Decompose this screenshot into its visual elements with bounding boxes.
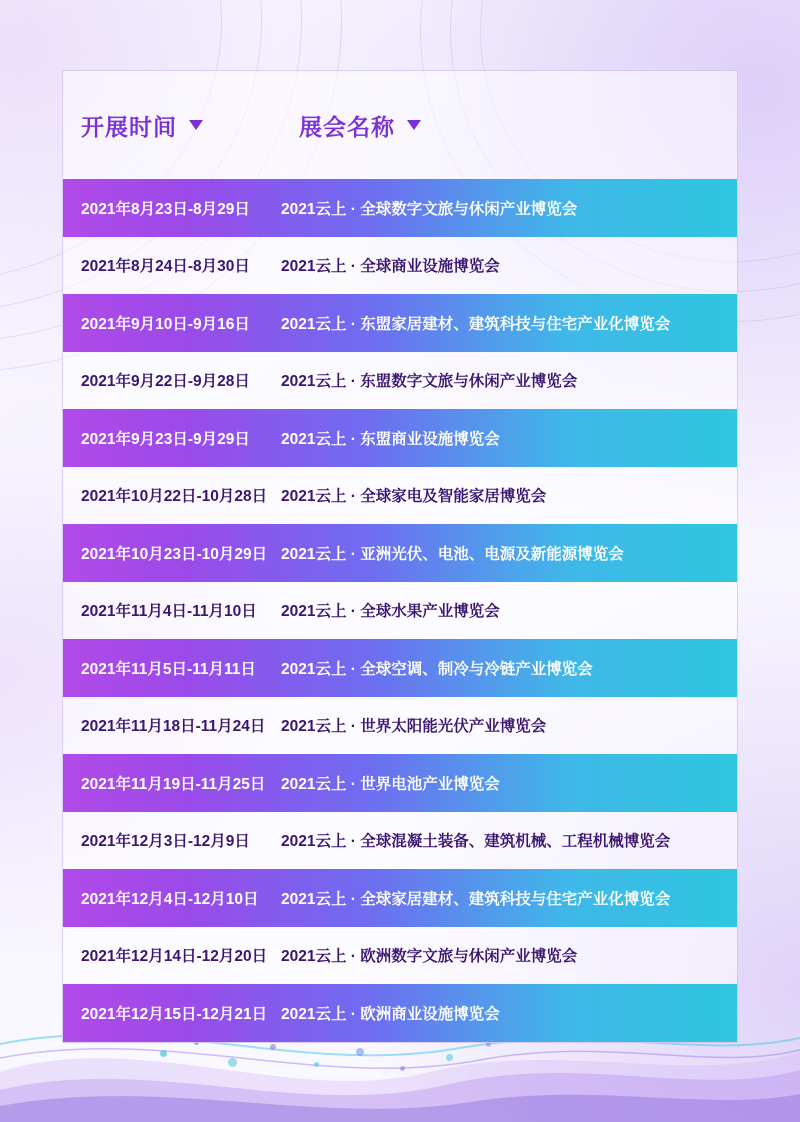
chevron-down-icon[interactable]: [407, 120, 421, 130]
cell-exhibition-name: 2021云上 · 全球水果产业博览会: [281, 603, 500, 621]
table-row[interactable]: [63, 582, 737, 640]
cell-exhibition-name: 2021云上 · 世界太阳能光伏产业博览会: [281, 718, 547, 736]
table-row[interactable]: [63, 697, 737, 755]
cell-exhibition-name: 2021云上 · 全球家居建材、建筑科技与住宅产业化博览会: [281, 890, 671, 908]
cell-exhibition-time: 2021年10月23日-10月29日: [81, 545, 268, 563]
cell-exhibition-name: 2021云上 · 欧洲商业设施博览会: [281, 1005, 500, 1023]
table-row[interactable]: [63, 524, 737, 582]
cell-exhibition-name: 2021云上 · 东盟家居建材、建筑科技与住宅产业化博览会: [281, 315, 671, 333]
table-row[interactable]: [63, 812, 737, 870]
cell-exhibition-name: 2021云上 · 全球商业设施博览会: [281, 258, 500, 276]
cell-exhibition-name: 2021云上 · 亚洲光伏、电池、电源及新能源博览会: [281, 545, 624, 563]
exhibition-schedule-table: [62, 70, 738, 1043]
table-row[interactable]: [63, 294, 737, 352]
cell-exhibition-time: 2021年11月18日-11月24日: [81, 718, 266, 736]
table-row[interactable]: [63, 639, 737, 697]
table-row[interactable]: [63, 869, 737, 927]
cell-exhibition-time: 2021年8月24日-8月30日: [81, 258, 250, 276]
cell-exhibition-name: 2021云上 · 东盟数字文旅与休闲产业博览会: [281, 373, 578, 391]
cell-exhibition-name: 2021云上 · 全球混凝土装备、建筑机械、工程机械博览会: [281, 833, 671, 851]
cell-exhibition-time: 2021年12月4日-12月10日: [81, 890, 259, 908]
cell-exhibition-name: 2021云上 · 全球空调、制冷与冷链产业博览会: [281, 660, 593, 678]
cell-exhibition-time: 2021年12月15日-12月21日: [81, 1005, 268, 1023]
table-row[interactable]: [63, 467, 737, 525]
cell-exhibition-time: 2021年9月22日-9月28日: [81, 373, 250, 391]
table-row[interactable]: [63, 352, 737, 410]
cell-exhibition-time: 2021年12月14日-12月20日: [81, 948, 268, 966]
table-row[interactable]: [63, 927, 737, 985]
table-row[interactable]: [63, 179, 737, 237]
cell-exhibition-name: 2021云上 · 东盟商业设施博览会: [281, 430, 500, 448]
table-row[interactable]: [63, 237, 737, 295]
cell-exhibition-name: 2021云上 · 全球数字文旅与休闲产业博览会: [281, 200, 578, 218]
cell-exhibition-name: 2021云上 · 欧洲数字文旅与休闲产业博览会: [281, 948, 578, 966]
decorative-dots: [150, 1036, 510, 1082]
table-header-row: [63, 71, 737, 179]
cell-exhibition-time: 2021年11月19日-11月25日: [81, 775, 266, 793]
cell-exhibition-time: 2021年10月22日-10月28日: [81, 488, 268, 506]
column-header-time[interactable]: [81, 109, 299, 142]
cell-exhibition-name: 2021云上 · 全球家电及智能家居博览会: [281, 488, 547, 506]
column-header-name[interactable]: [299, 109, 599, 142]
column-header-name-label: 展会名称: [299, 113, 395, 140]
chevron-down-icon[interactable]: [189, 120, 203, 130]
cell-exhibition-time: 2021年11月5日-11月11日: [81, 660, 256, 678]
table-body: [63, 179, 737, 1042]
table-row[interactable]: [63, 409, 737, 467]
cell-exhibition-time: 2021年11月4日-11月10日: [81, 603, 257, 621]
table-row[interactable]: [63, 984, 737, 1042]
cell-exhibition-time: 2021年9月10日-9月16日: [81, 315, 250, 333]
table-row[interactable]: [63, 754, 737, 812]
cell-exhibition-time: 2021年9月23日-9月29日: [81, 430, 250, 448]
cell-exhibition-time: 2021年8月23日-8月29日: [81, 200, 250, 218]
cell-exhibition-time: 2021年12月3日-12月9日: [81, 833, 250, 851]
column-header-time-label: 开展时间: [81, 113, 177, 140]
cell-exhibition-name: 2021云上 · 世界电池产业博览会: [281, 775, 500, 793]
